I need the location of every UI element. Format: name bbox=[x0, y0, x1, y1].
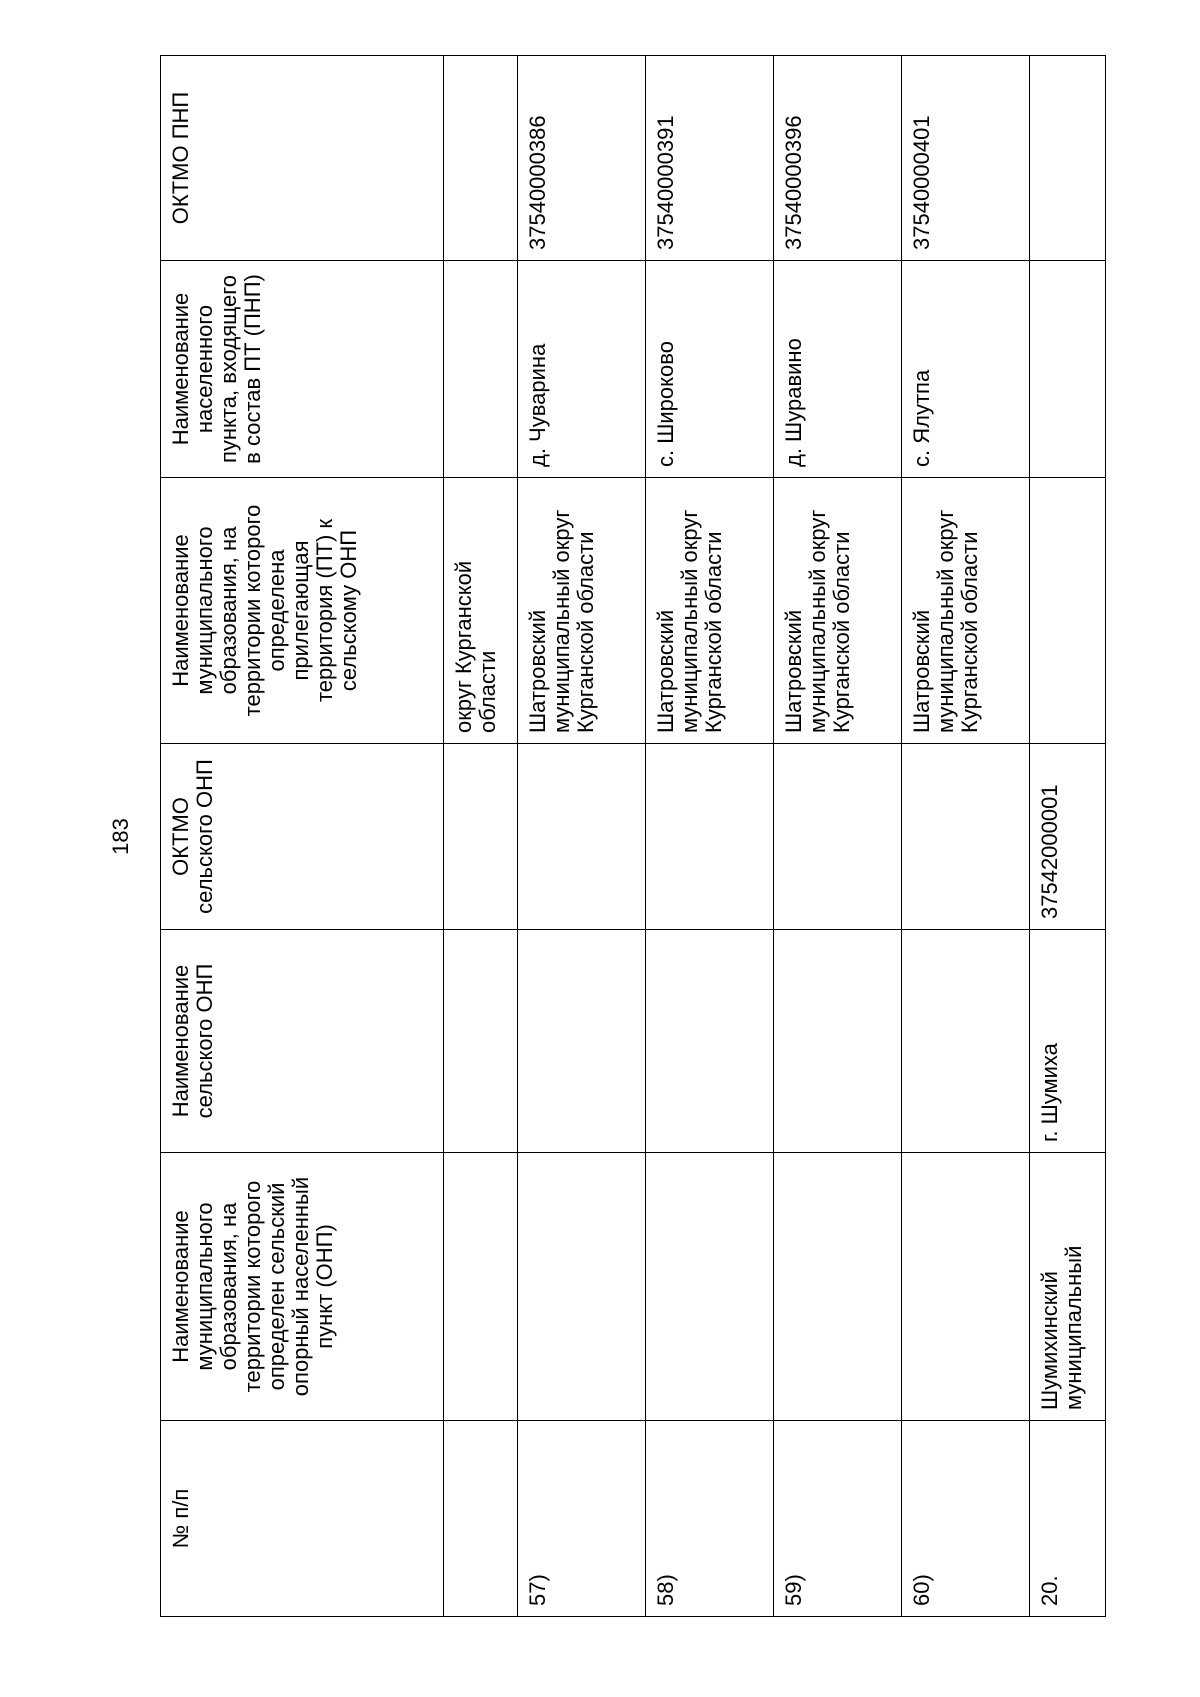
cell-pnp-oktmo bbox=[444, 56, 518, 261]
cell-onp-name bbox=[444, 930, 518, 1153]
header-onp-oktmo: ОКТМО сельского ОНП bbox=[161, 744, 444, 930]
cell-number: 60) bbox=[902, 1421, 1030, 1617]
table-row bbox=[646, 56, 774, 1617]
cell-onp-oktmo: 37542000001 bbox=[1030, 744, 1106, 930]
header-municipality-onp: Наименование муниципального образования, на территории которого определен сельский опорный населенный пункт (ОНП) bbox=[161, 1153, 444, 1421]
table-header-row bbox=[161, 56, 444, 1617]
cell-pnp-oktmo bbox=[1030, 56, 1106, 261]
cell-onp-name: г. Шумиха bbox=[1030, 930, 1106, 1153]
cell-number: 57) bbox=[518, 1421, 646, 1617]
cell-municipality-onp bbox=[518, 1153, 646, 1421]
cell-municipality-onp bbox=[902, 1153, 1030, 1421]
cell-number: 20. bbox=[1030, 1421, 1106, 1617]
cell-pnp-name: д. Чуварина bbox=[518, 261, 646, 478]
cell-municipality-pt: Шатровский муниципальный округ Курганской области bbox=[774, 478, 902, 744]
header-number: № п/п bbox=[161, 1421, 444, 1617]
settlements-table bbox=[160, 55, 1106, 1617]
cell-pnp-oktmo: 37540000401 bbox=[902, 56, 1030, 261]
cell-municipality-onp bbox=[646, 1153, 774, 1421]
cell-municipality-pt bbox=[1030, 478, 1106, 744]
cell-pnp-name bbox=[444, 261, 518, 478]
cell-onp-oktmo bbox=[444, 744, 518, 930]
cell-municipality-pt: Шатровский муниципальный округ Курганской области bbox=[518, 478, 646, 744]
cell-pnp-name bbox=[1030, 261, 1106, 478]
cell-onp-oktmo bbox=[518, 744, 646, 930]
cell-pnp-oktmo: 37540000386 bbox=[518, 56, 646, 261]
cell-pnp-name: с. Широково bbox=[646, 261, 774, 478]
cell-municipality-pt: Шатровский муниципальный округ Курганской области bbox=[902, 478, 1030, 744]
cell-municipality-onp: Шумихинский муниципальный bbox=[1030, 1153, 1106, 1421]
cell-municipality-onp bbox=[774, 1153, 902, 1421]
table-row bbox=[1030, 56, 1106, 1617]
cell-onp-name bbox=[646, 930, 774, 1153]
cell-number: 59) bbox=[774, 1421, 902, 1617]
cell-municipality-pt: Шатровский муниципальный округ Курганской области bbox=[646, 478, 774, 744]
cell-onp-name bbox=[902, 930, 1030, 1153]
header-pnp-oktmo: ОКТМО ПНП bbox=[161, 56, 444, 261]
header-pnp-name: Наименование населенного пункта, входящего в состав ПТ (ПНП) bbox=[161, 261, 444, 478]
cell-municipality-pt: округ Курганской области bbox=[444, 478, 518, 744]
table-row bbox=[902, 56, 1030, 1617]
table-row bbox=[774, 56, 902, 1617]
table-row bbox=[444, 56, 518, 1617]
cell-pnp-oktmo: 37540000391 bbox=[646, 56, 774, 261]
cell-onp-oktmo bbox=[646, 744, 774, 930]
cell-pnp-name: д. Шуравино bbox=[774, 261, 902, 478]
cell-number bbox=[444, 1421, 518, 1617]
rotated-page bbox=[108, 56, 1130, 1617]
cell-municipality-onp bbox=[444, 1153, 518, 1421]
cell-onp-oktmo bbox=[774, 744, 902, 930]
cell-onp-oktmo bbox=[902, 744, 1030, 930]
header-municipality-pt: Наименование муниципального образования, на территории которого определена прилегающая территория (ПТ) к сельскому ОНП bbox=[161, 478, 444, 744]
cell-onp-name bbox=[774, 930, 902, 1153]
header-onp-name: Наименование сельского ОНП bbox=[161, 930, 444, 1153]
cell-onp-name bbox=[518, 930, 646, 1153]
page-number: 183 bbox=[108, 818, 133, 855]
table-row bbox=[518, 56, 646, 1617]
cell-pnp-name: с. Ялутпа bbox=[902, 261, 1030, 478]
cell-pnp-oktmo: 37540000396 bbox=[774, 56, 902, 261]
cell-number: 58) bbox=[646, 1421, 774, 1617]
